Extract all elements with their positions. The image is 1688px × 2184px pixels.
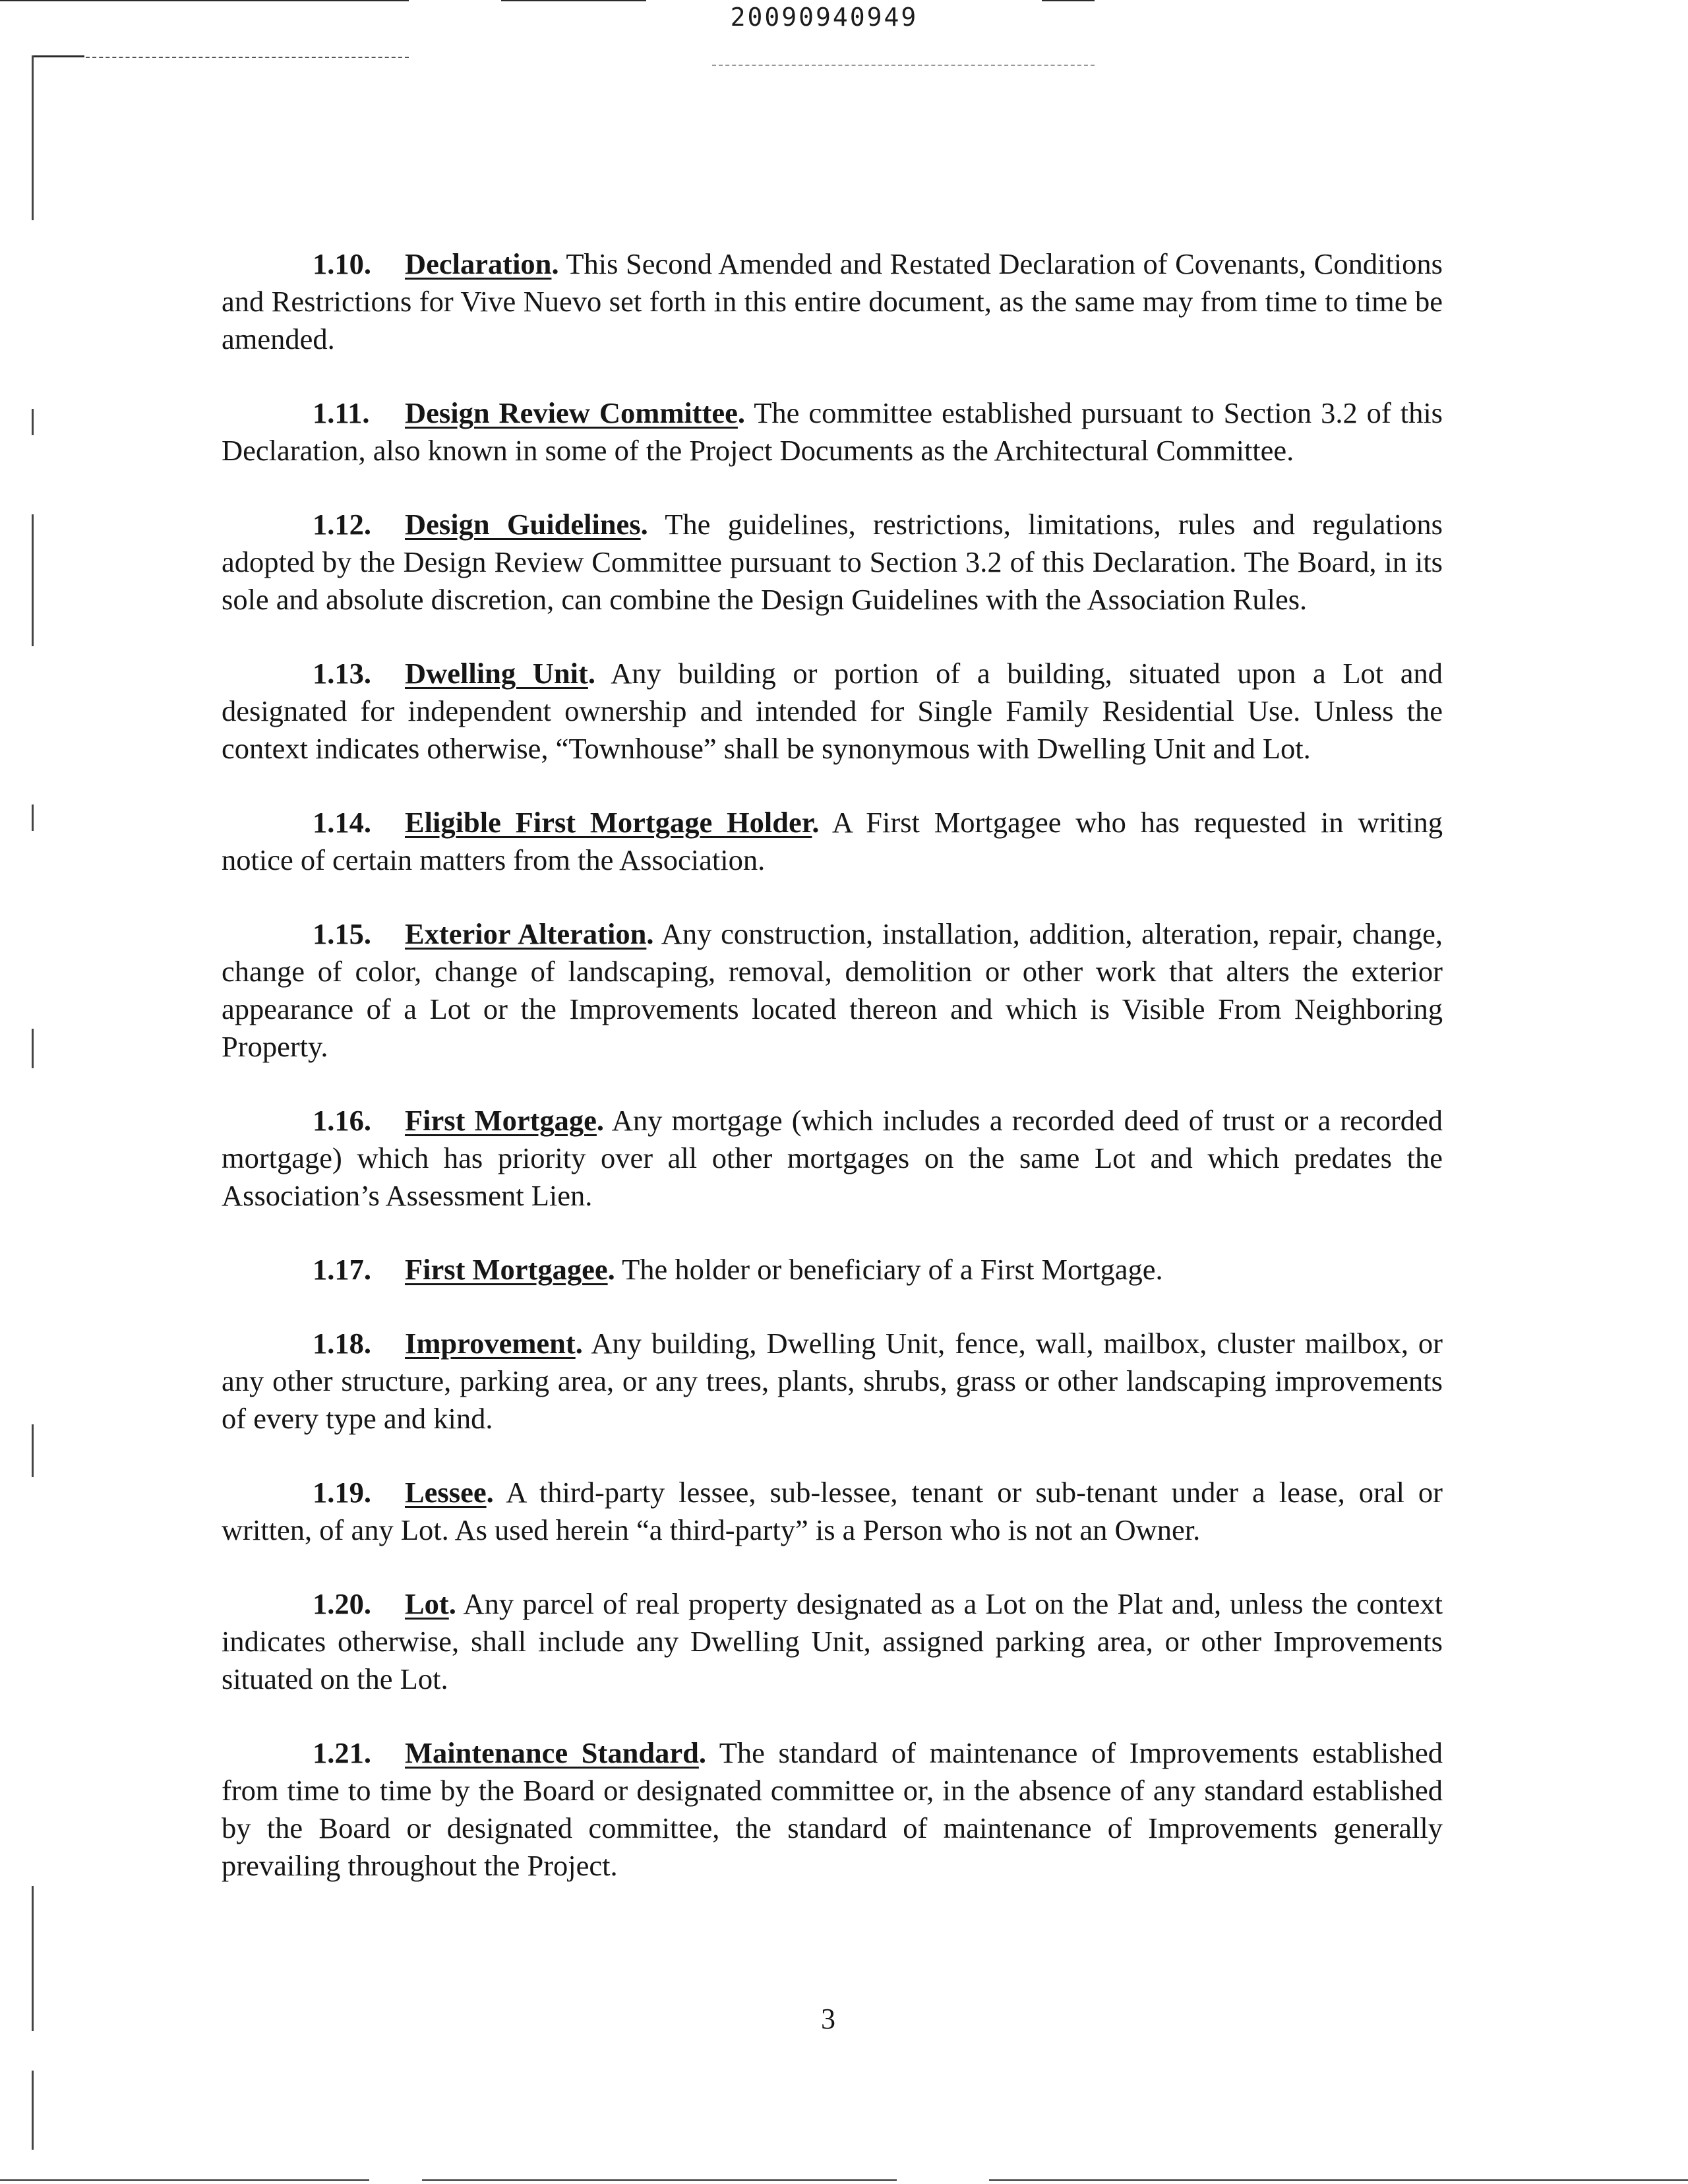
section-number: 1.12.	[313, 508, 371, 541]
definition-text: Any building or portion of a building, situated upon a Lot and designated for independent ownership and intended for Single Family Residential Use. Unless the context indicates otherwise, “Townhouse” shall be synonymous with Dwelling Unit and Lot.	[222, 657, 1443, 765]
section-number: 1.15.	[313, 917, 371, 950]
left-edge-mark	[32, 1424, 34, 1477]
left-edge-mark	[32, 1886, 34, 2031]
bottom-scan-line-left	[0, 2179, 369, 2181]
definition-1-16	[222, 1102, 1443, 1215]
definition-1-12	[222, 506, 1443, 619]
defined-term: Exterior Alteration	[405, 917, 647, 950]
definition-text: This Second Amended and Restated Declaration of Covenants, Conditions and Restrictions for Vive Nuevo set forth in this entire document, as the same may from time to time be amended.	[222, 247, 1443, 355]
definition-1-13	[222, 655, 1443, 768]
term-punctuation: .	[698, 1736, 706, 1769]
definition-1-21	[222, 1734, 1443, 1885]
top-scan-dash-left	[86, 57, 409, 58]
defined-term: Dwelling Unit	[405, 657, 588, 690]
bottom-scan-line-right	[989, 2179, 1688, 2181]
defined-term: Lot	[405, 1587, 449, 1620]
left-edge-mark	[32, 55, 34, 220]
defined-term: Design Guidelines	[405, 508, 641, 541]
top-scan-line-left	[0, 0, 409, 1]
definition-1-17	[222, 1251, 1443, 1289]
term-punctuation: .	[640, 508, 648, 541]
term-punctuation: .	[596, 1104, 605, 1137]
section-number: 1.11.	[313, 396, 370, 429]
section-number: 1.19.	[313, 1476, 371, 1509]
top-scan-line-right	[1042, 0, 1095, 1]
defined-term: First Mortgage	[405, 1104, 597, 1137]
definition-1-15	[222, 915, 1443, 1066]
definition-1-20	[222, 1585, 1443, 1698]
definition-text: Any parcel of real property designated as a Lot on the Plat and, unless the context indicates otherwise, shall include any Dwelling Unit, assigned parking area, or other Improvements situated on the Lot.	[222, 1587, 1443, 1695]
left-edge-mark	[32, 514, 34, 646]
left-edge-mark	[32, 409, 34, 435]
term-punctuation: .	[448, 1587, 456, 1620]
left-edge-mark	[32, 2071, 34, 2150]
definition-1-18	[222, 1325, 1443, 1438]
definition-1-19	[222, 1474, 1443, 1549]
term-punctuation: .	[588, 657, 595, 690]
bottom-scan-line-center	[422, 2179, 897, 2181]
section-number: 1.20.	[313, 1587, 371, 1620]
definition-text: The standard of maintenance of Improvements established from time to time by the Board or designated committee or, in the absence of any standard established by the Board or designated committee, the standard of maintenance of Improvements generally prevailing throughout the Project.	[222, 1736, 1443, 1882]
term-punctuation: .	[737, 396, 746, 429]
definition-text: The committee established pursuant to Section 3.2 of this Declaration, also known in some of the Project Documents as the Architectural Committee.	[222, 396, 1443, 467]
corner-scan-line	[32, 55, 84, 57]
defined-term: First Mortgagee	[405, 1253, 608, 1286]
definition-text: A third-party lessee, sub-lessee, tenant or sub-tenant under a lease, oral or written, of any Lot. As used herein “a third-party” is a Person who is not an Owner.	[222, 1476, 1443, 1546]
top-scan-dash-right	[712, 65, 1095, 66]
defined-term: Eligible First Mortgage Holder	[405, 806, 812, 839]
section-number: 1.13.	[313, 657, 371, 690]
left-edge-mark	[32, 804, 34, 831]
definition-text: Any building, Dwelling Unit, fence, wall, mailbox, cluster mailbox, or any other structure, parking area, or any trees, plants, shrubs, grass or other landscaping improvements of every type and kind.	[222, 1327, 1443, 1435]
section-number: 1.10.	[313, 247, 371, 280]
defined-term: Design Review Committee	[405, 396, 738, 429]
term-punctuation: .	[551, 247, 559, 280]
defined-term: Improvement	[405, 1327, 576, 1360]
section-number: 1.14.	[313, 806, 371, 839]
definition-text: Any mortgage (which includes a recorded deed of trust or a recorded mortgage) which has priority over all other mortgages on the same Lot and which predates the Association’s Assessment Lien.	[222, 1104, 1443, 1212]
definition-text: Any construction, installation, addition, alteration, repair, change, change of color, change of landscaping, removal, demolition or other work that alters the exterior appearance of a Lot or the Improvements located thereon and which is Visible From Neighboring Property.	[222, 917, 1443, 1063]
defined-term: Declaration	[405, 247, 552, 280]
section-number: 1.21.	[313, 1736, 371, 1769]
section-number: 1.17.	[313, 1253, 371, 1286]
document-number: 20090940949	[730, 3, 919, 32]
definition-1-11	[222, 394, 1443, 470]
term-punctuation: .	[486, 1476, 494, 1509]
definition-text: A First Mortgagee who has requested in writing notice of certain matters from the Association.	[222, 806, 1443, 876]
term-punctuation: .	[646, 917, 654, 950]
left-edge-mark	[32, 1029, 34, 1068]
section-number: 1.16.	[313, 1104, 371, 1137]
definitions-list	[222, 245, 1443, 1921]
term-punctuation: .	[812, 806, 820, 839]
defined-term: Lessee	[405, 1476, 487, 1509]
definition-1-14	[222, 804, 1443, 879]
section-number: 1.18.	[313, 1327, 371, 1360]
term-punctuation: .	[607, 1253, 615, 1286]
page-number: 3	[821, 2003, 835, 2035]
top-scan-line-center	[501, 0, 646, 1]
definition-text: The holder or beneficiary of a First Mortgage.	[615, 1253, 1163, 1286]
definition-text: The guidelines, restrictions, limitations, rules and regulations adopted by the Design Review Committee pursuant to Section 3.2 of this Declaration. The Board, in its sole and absolute discretion, can combine the Design Guidelines with the Association Rules.	[222, 508, 1443, 616]
definition-1-10	[222, 245, 1443, 358]
term-punctuation: .	[575, 1327, 583, 1360]
defined-term: Maintenance Standard	[405, 1736, 699, 1769]
